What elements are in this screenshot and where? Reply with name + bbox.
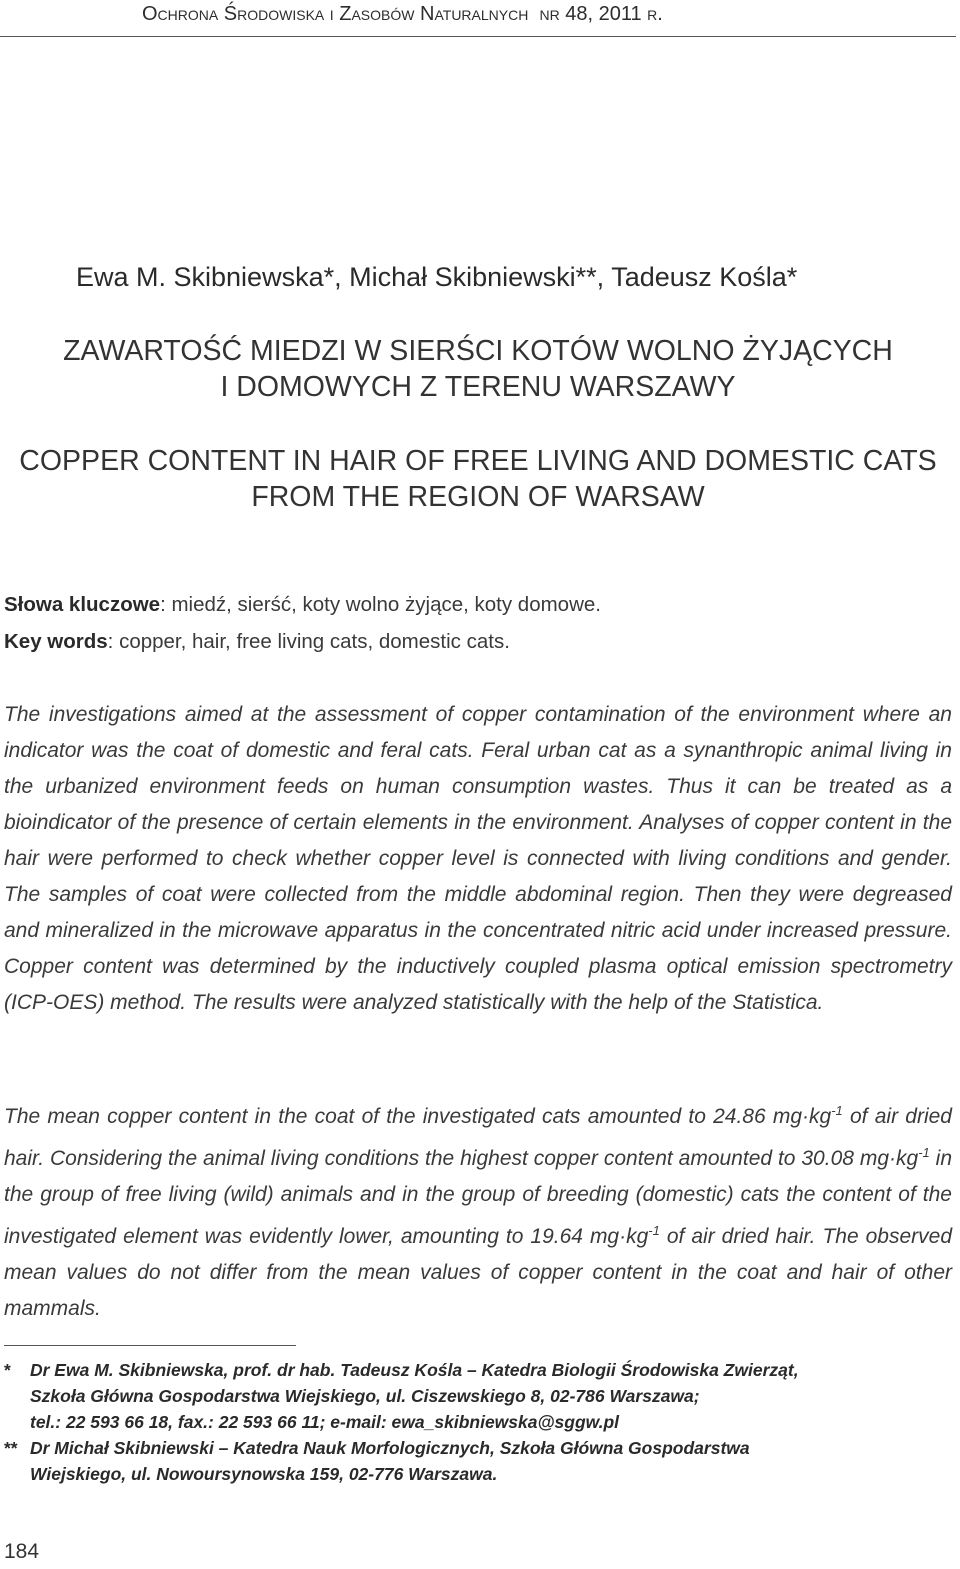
keywords-polish-text: : miedź, sierść, koty wolno żyjące, koty domowe. xyxy=(160,593,601,616)
title-english xyxy=(0,443,956,515)
footnote-line: Wiejskiego, ul. Nowoursynowska 159, 02-776 Warszawa. xyxy=(30,1464,498,1484)
abstract-text-segment: of air dried hair. The observed mean values do not differ from the mean values of copper content in the coat and hair of other mammals. xyxy=(4,1225,953,1320)
footnote-line: Szkoła Główna Gospodarstwa Wiejskiego, ul. Ciszewskiego 8, 02-786 Warszawa; xyxy=(30,1386,700,1406)
footnote-line: Dr Michał Skibniewski – Katedra Nauk Morfologicznych, Szkoła Główna Gospodarstwa xyxy=(30,1438,750,1458)
keywords-english-label: Key words xyxy=(4,630,108,653)
title-polish xyxy=(0,333,956,405)
footnote-rule xyxy=(4,1345,296,1346)
superscript: -1 xyxy=(918,1145,930,1160)
abstract-text-segment: of air dried hair. Considering the animal living conditions the highest copper content amounted to 30.08 mg·kg xyxy=(4,1105,952,1170)
footnote-affiliation-1 xyxy=(4,1357,799,1435)
keywords-english xyxy=(4,630,510,654)
title-polish-line: I DOMOWYCH Z TERENU WARSZAWY xyxy=(220,371,736,403)
footnote-mark: ** xyxy=(4,1438,18,1458)
header-rule xyxy=(0,36,956,37)
footnote-line: Dr Ewa M. Skibniewska, prof. dr hab. Tadeusz Kośla – Katedra Biologii Środowiska Zwierząt, xyxy=(30,1360,799,1380)
page-number: 184 xyxy=(4,1540,40,1563)
superscript: -1 xyxy=(831,1103,843,1118)
abstract-paragraph-1: The investigations aimed at the assessment of copper contamination of the environment where an indicator was the coat of domestic and feral cats. Feral urban cat as a synanthropic animal living in the urbanized environment feeds on human consumption wastes. Thus it can be treated as a bioindicator of the presence of certain elements in the environment. Analyses of copper content in the hair were performed to check whether copper level is connected with living conditions and gender. The samples of coat were collected from the middle abdominal region. Then they were degreased and mineralized in the microwave apparatus in the concentrated nitric acid under increased pressure. Copper content was determined by the inductively coupled plasma optical emission spectrometry (ICP-OES) method. The results were analyzed statistically with the help of the Statistica. xyxy=(4,703,952,1014)
keywords-polish-label: Słowa kluczowe xyxy=(4,593,161,616)
title-polish-line: ZAWARTOŚĆ MIEDZI W SIERŚCI KOTÓW WOLNO ŻYJĄCYCH xyxy=(63,335,893,367)
title-english-line: COPPER CONTENT IN HAIR OF FREE LIVING AND DOMESTIC CATS xyxy=(19,445,937,477)
abstract-paragraph-2 xyxy=(4,1093,952,1327)
title-english-line: FROM THE REGION OF WARSAW xyxy=(251,481,705,513)
journal-name: Ochrona Środowiska i Zasobów Naturalnych xyxy=(142,3,529,25)
keywords-english-text: : copper, hair, free living cats, domestic cats. xyxy=(107,630,510,653)
superscript: -1 xyxy=(648,1223,660,1238)
keywords-polish xyxy=(4,593,601,617)
journal-issue: nr 48, 2011 r. xyxy=(539,3,663,25)
footnote-line: tel.: 22 593 66 18, fax.: 22 593 66 11; e-mail: ewa_skibniewska@sggw.pl xyxy=(30,1412,620,1432)
abstract-text-segment: in the group of free living (wild) animals and in the group of breeding (domestic) cats the content of the investigated element was evidently lower, amounting to 19.64 mg·kg xyxy=(4,1147,952,1248)
running-header xyxy=(142,3,663,26)
abstract-text-segment: The mean copper content in the coat of the investigated cats amounted to 24.86 mg·kg xyxy=(4,1105,832,1128)
footnote-mark: * xyxy=(4,1360,11,1380)
footnote-affiliation-2 xyxy=(4,1435,750,1487)
authors: Ewa M. Skibniewska*, Michał Skibniewski**, Tadeusz Kośla* xyxy=(76,262,798,292)
